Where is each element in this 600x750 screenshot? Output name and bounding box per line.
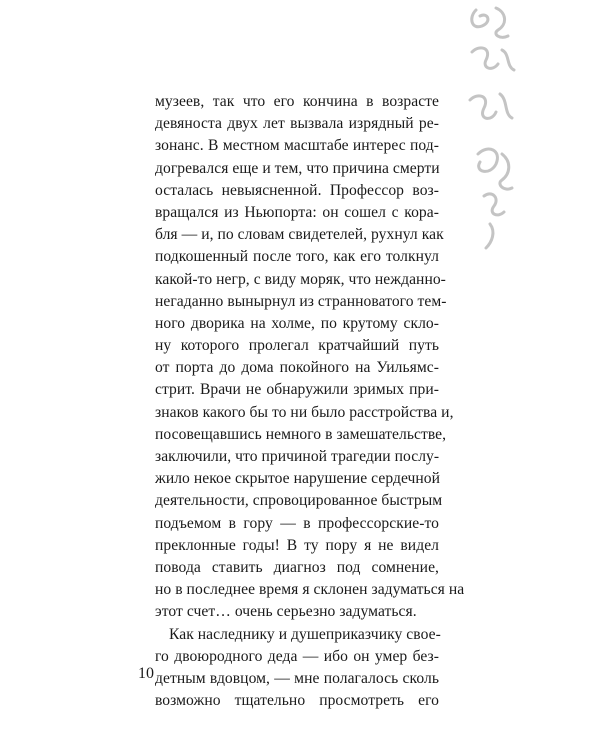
text-line: подъемом в гору — в профессорские-то	[155, 514, 439, 532]
text-line: го двоюродного деда — ибо он умер без-	[155, 647, 439, 665]
text-line: знаков какого бы то ни было расстройства и,	[155, 403, 454, 421]
text-line: Как наследнику и душеприказчику свое-	[169, 625, 441, 643]
text-line: стрит. Врачи не обнаружили зримых при-	[155, 381, 439, 399]
text-line: догревался еще и тем, что причина смерти	[155, 159, 440, 177]
text-line: какой-то негр, с виду моряк, что нежданно-	[155, 270, 446, 288]
text-line: негаданно вынырнул из странноватого тем-	[155, 292, 447, 310]
text-line: ного дворика на холме, по крутому скло-	[155, 314, 439, 332]
text-line: девяноста двух лет вызвала изрядный ре-	[155, 115, 439, 133]
text-line: детным вдовцом, — мне полагалось сколь	[155, 669, 439, 687]
text-line: осталась невыясненной. Профессор воз-	[155, 181, 439, 199]
body-text	[155, 91, 465, 712]
text-line: но в последнее время я склонен задуматься на	[155, 581, 465, 599]
text-line: возможно тщательно просмотреть его	[155, 692, 439, 710]
text-line: бля — и, по словам свидетелей, рухнул как	[155, 226, 444, 244]
text-line: повода ставить диагноз под сомнение,	[155, 558, 439, 576]
text-line: заключили, что причиной трагедии послу-	[155, 448, 440, 465]
text-line: посовещавшись немного в замешательстве,	[155, 425, 447, 443]
text-line: зонанс. В местном масштабе интерес под-	[155, 137, 439, 155]
text-line: жило некое скрытое нарушение сердечной	[155, 470, 441, 488]
text-line: деятельности, спровоцированное быстрым	[155, 492, 443, 510]
text-line: вращался из Ньюпорта: он сошел с кора-	[155, 203, 439, 221]
text-line: подкошенный после того, как его толкнул	[155, 248, 439, 266]
text-line: от порта до дома покойного на Уильямс-	[155, 359, 439, 377]
page-number: 10	[138, 665, 154, 682]
decorative-ornament-icon	[462, 4, 522, 252]
text-line: этот счет… очень серьезно задуматься.	[155, 603, 417, 621]
text-line: музеев, так что его кончина в возрасте	[155, 93, 439, 110]
text-line: ну которого пролегал кратчайший путь	[155, 337, 439, 355]
text-line: преклонные годы! В ту пору я не видел	[155, 536, 439, 554]
